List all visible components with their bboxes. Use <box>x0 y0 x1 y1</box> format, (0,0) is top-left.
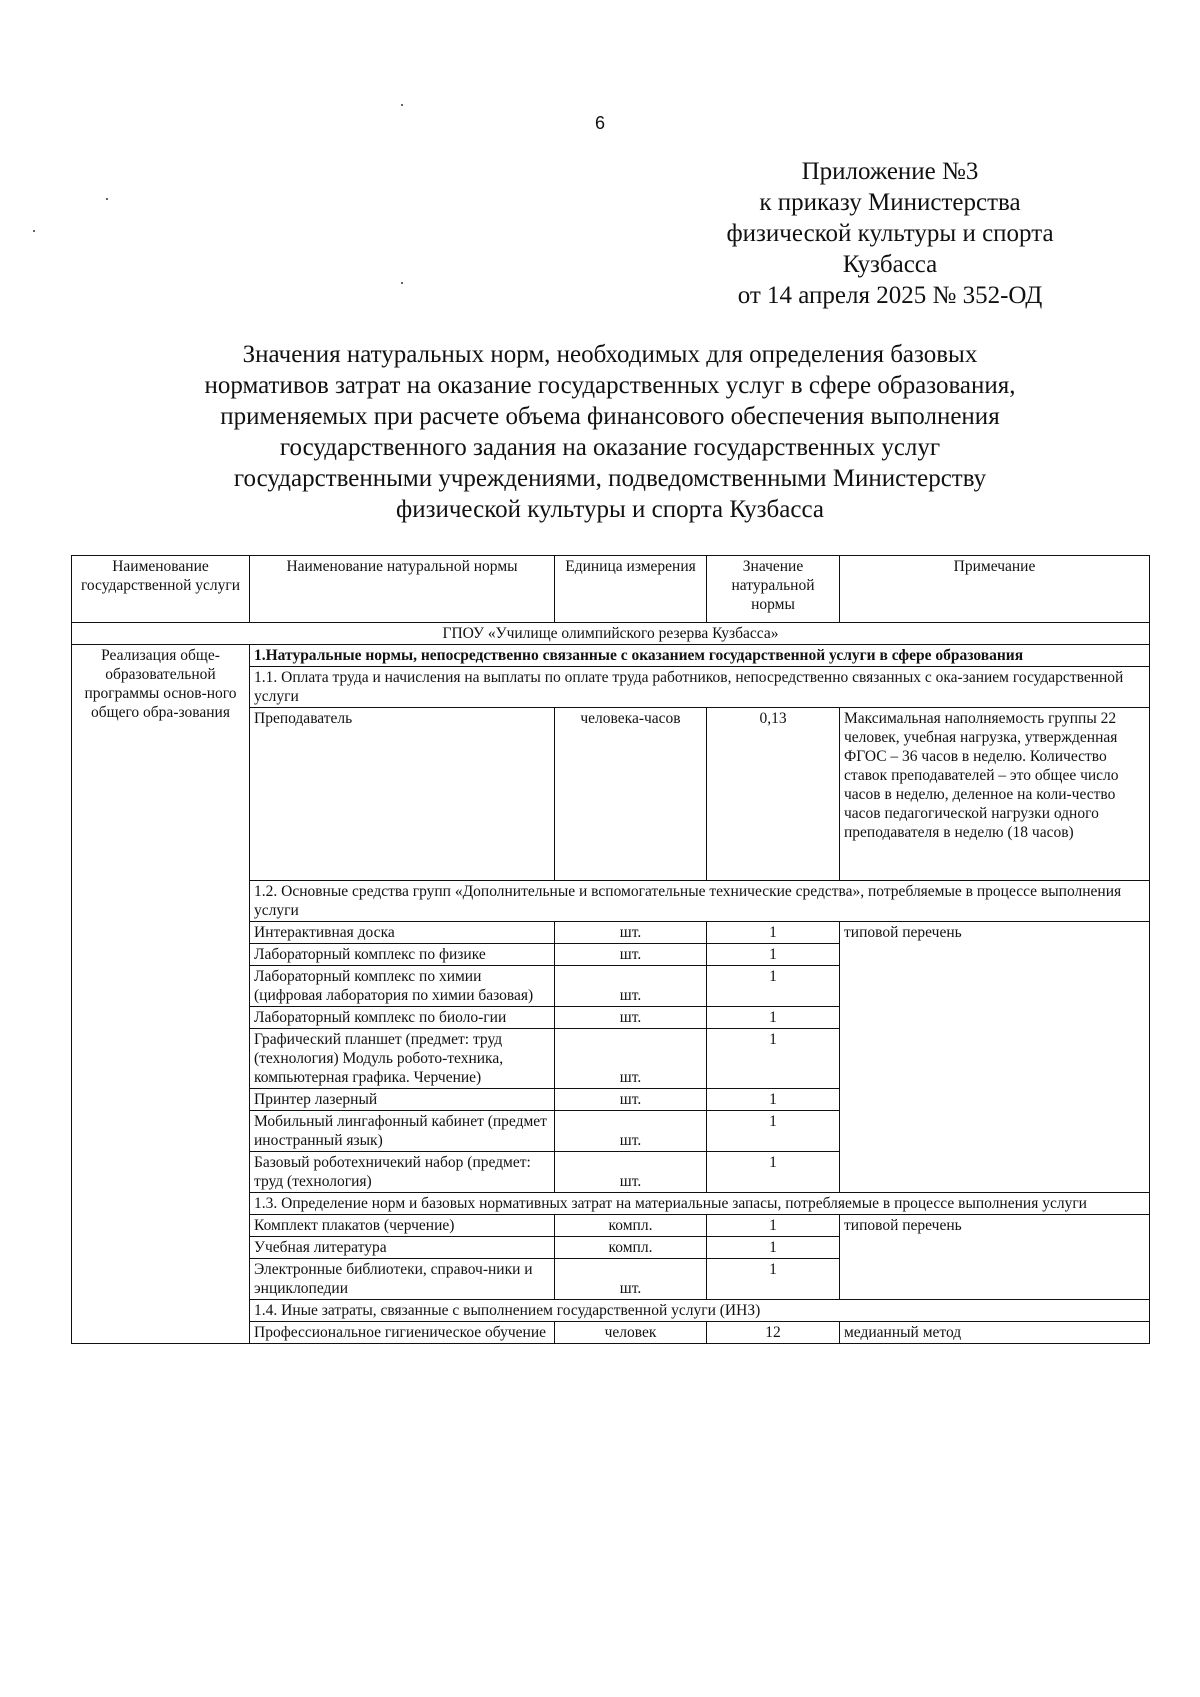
norm-unit: шт. <box>555 944 707 966</box>
norm-unit: шт. <box>555 1089 707 1111</box>
norm-value: 1 <box>707 922 840 944</box>
norm-name: Электронные библиотеки, справоч-ники и энциклопедии <box>250 1259 555 1300</box>
norm-value: 1 <box>707 1259 840 1300</box>
norm-name: Мобильный лингафонный кабинет (предмет иностранный язык) <box>250 1111 555 1152</box>
subsection-1-1: 1.1. Оплата труда и начисления на выплаты по оплате труда работников, непосредственно связанных с ока-занием государственной услуги <box>250 667 1150 708</box>
norm-unit: компл. <box>555 1237 707 1259</box>
norm-value: 12 <box>707 1322 840 1344</box>
norm-unit: шт. <box>555 966 707 1007</box>
norm-note: Максимальная наполняемость группы 22 человек, учебная нагрузка, утвержденная ФГОС – 36 часов в неделю. Количество ставок преподавателей – это общее число часов в неделю, деленное на коли-чество часов педагогической нагрузки одного преподавателя в неделю (18 часов) <box>840 708 1150 881</box>
norm-value: 1 <box>707 1007 840 1029</box>
subsection-1-2: 1.2. Основные средства групп «Дополнительные и вспомогательные технические средства», потребляемые в процессе выполнения услуги <box>250 881 1150 922</box>
header-value: Значение натуральной нормы <box>707 556 840 623</box>
title-line: применяемых при расчете объема финансового обеспечения выполнения <box>220 403 1000 430</box>
service-name: Реализация обще-образовательной программы основ-ного общего обра-зования <box>72 645 250 1344</box>
institution-name: ГПОУ «Училище олимпийского резерва Кузбасса» <box>72 623 1150 645</box>
appendix-line: Приложение №3 <box>801 158 979 185</box>
norm-name: Профессиональное гигиеническое обучение <box>250 1322 555 1344</box>
norm-name: Лабораторный комплекс по физике <box>250 944 555 966</box>
norm-note: медианный метод <box>840 1322 1150 1344</box>
section1-row <box>72 645 1150 667</box>
norm-unit: компл. <box>555 1215 707 1237</box>
norm-unit: человека-часов <box>555 708 707 881</box>
subsection-1-3: 1.3. Определение норм и базовых нормативных затрат на материальные запасы, потребляемые в процессе выполнения услуги <box>250 1193 1150 1215</box>
appendix-line: от 14 апреля 2025 № 352-ОД <box>737 282 1043 309</box>
section1-title: 1.Натуральные нормы, непосредственно связанные с оказанием государственной услуги в сфере образования <box>250 645 1150 667</box>
norm-unit: шт. <box>555 922 707 944</box>
scan-speck <box>106 198 108 200</box>
title-line: Значения натуральных норм, необходимых для определения базовых <box>242 341 978 368</box>
norm-value: 1 <box>707 966 840 1007</box>
norm-unit: шт. <box>555 1111 707 1152</box>
norm-value: 0,13 <box>707 708 840 881</box>
norm-name: Графический планшет (предмет: труд (технология) Модуль робото-техника, компьютерная графика. Черчение) <box>250 1029 555 1089</box>
appendix-line: физической культуры и спорта <box>726 220 1054 247</box>
scan-speck <box>401 104 403 106</box>
norm-unit: шт. <box>555 1152 707 1193</box>
subsection-1-4: 1.4. Иные затраты, связанные с выполнением государственной услуги (ИНЗ) <box>250 1300 1150 1322</box>
norm-name: Интерактивная доска <box>250 922 555 944</box>
appendix-header <box>680 156 1100 311</box>
norm-name: Преподаватель <box>250 708 555 881</box>
norm-value: 1 <box>707 1089 840 1111</box>
title-line: государственного задания на оказание государственных услуг <box>279 434 941 461</box>
equipment-note: типовой перечень <box>840 922 1150 1193</box>
header-norm-name: Наименование натуральной нормы <box>250 556 555 623</box>
norm-unit: человек <box>555 1322 707 1344</box>
appendix-line: Кузбасса <box>842 251 938 278</box>
title-line: нормативов затрат на оказание государственных услуг в сфере образования, <box>204 372 1016 399</box>
norm-value: 1 <box>707 1152 840 1193</box>
norm-value: 1 <box>707 1029 840 1089</box>
institution-row <box>72 623 1150 645</box>
norm-name: Учебная литература <box>250 1237 555 1259</box>
norm-value: 1 <box>707 944 840 966</box>
norms-table <box>71 555 1150 1344</box>
scan-speck <box>33 230 35 232</box>
norm-unit: шт. <box>555 1029 707 1089</box>
appendix-line: к приказу Министерства <box>759 189 1021 216</box>
header-service: Наименование государственной услуги <box>72 556 250 623</box>
norm-value: 1 <box>707 1237 840 1259</box>
norm-name: Лабораторный комплекс по биоло-гии <box>250 1007 555 1029</box>
page-number: 6 <box>594 113 605 133</box>
header-unit: Единица измерения <box>555 556 707 623</box>
document-title <box>170 339 1050 525</box>
norm-value: 1 <box>707 1215 840 1237</box>
table-header-row <box>72 556 1150 623</box>
scan-speck <box>401 282 403 284</box>
norm-unit: шт. <box>555 1007 707 1029</box>
norm-name: Базовый роботехничекий набор (предмет: труд (технология) <box>250 1152 555 1193</box>
norm-value: 1 <box>707 1111 840 1152</box>
title-line: физической культуры и спорта Кузбасса <box>396 496 824 523</box>
header-note: Примечание <box>840 556 1150 623</box>
norm-name: Комплект плакатов (черчение) <box>250 1215 555 1237</box>
norm-unit: шт. <box>555 1259 707 1300</box>
norm-name: Лабораторный комплекс по химии (цифровая лаборатория по химии базовая) <box>250 966 555 1007</box>
title-line: государственными учреждениями, подведомственными Министерству <box>233 465 987 492</box>
norm-name: Принтер лазерный <box>250 1089 555 1111</box>
materials-note: типовой перечень <box>840 1215 1150 1300</box>
